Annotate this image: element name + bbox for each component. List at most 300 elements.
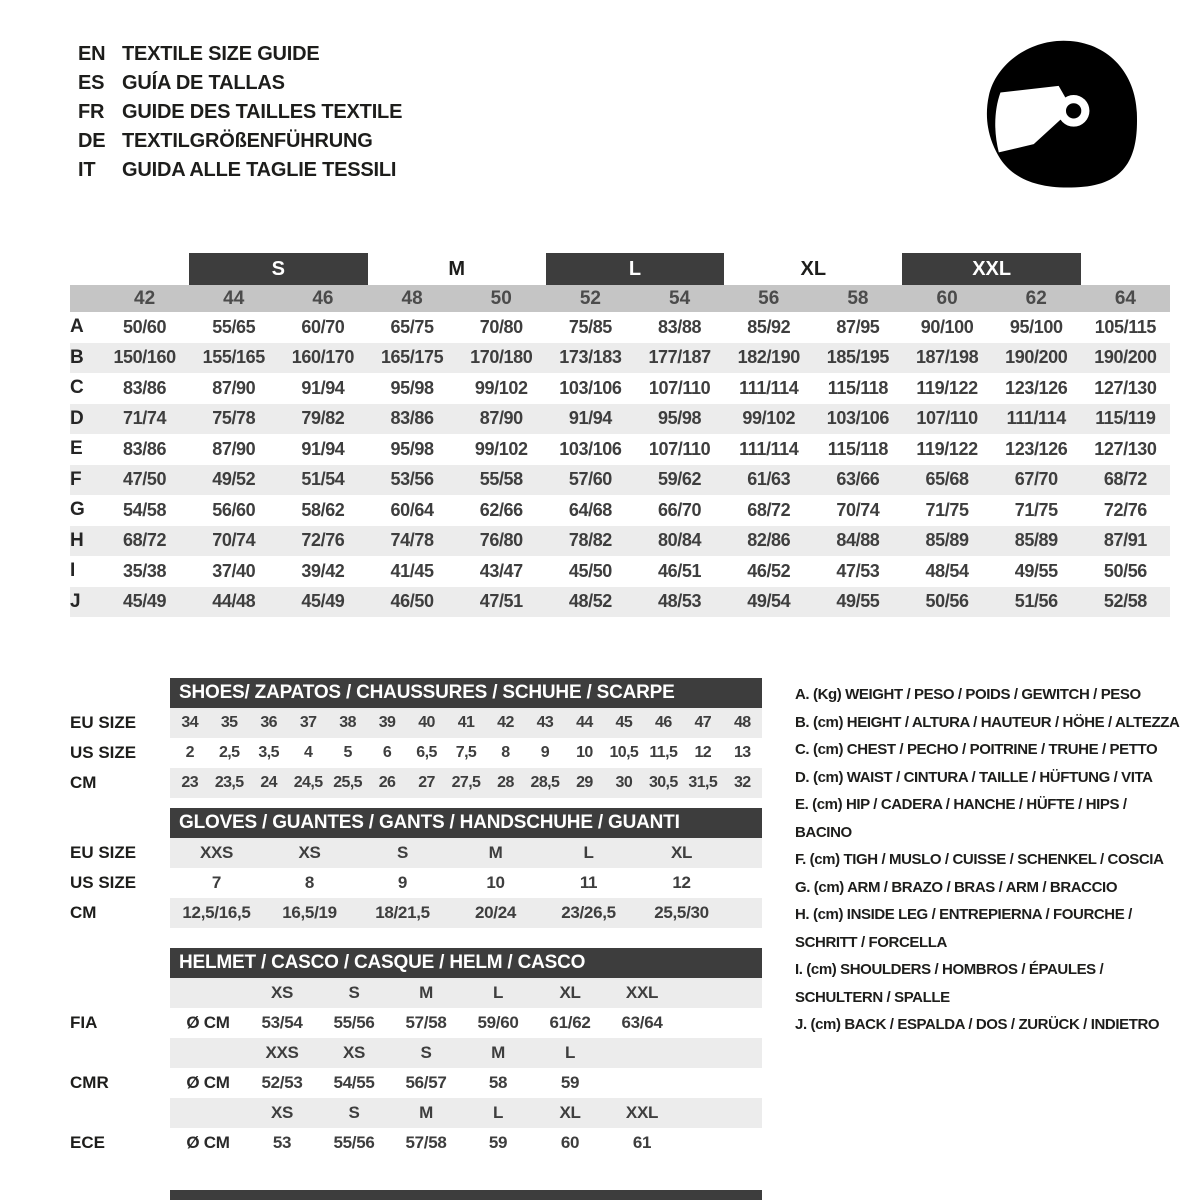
- row-label: EU SIZE: [70, 843, 137, 862]
- measurement-cell: 84/88: [836, 530, 880, 551]
- language-row: [78, 40, 402, 69]
- measurement-cell: 49/55: [836, 591, 880, 612]
- helmet-size-cell: M: [419, 1103, 433, 1122]
- helmet-sizes: [170, 978, 762, 1008]
- helmet-sizes: [170, 1038, 762, 1068]
- measurement-cell: 91/94: [568, 408, 612, 429]
- table-row: [70, 373, 1170, 404]
- helmet-size-cell: XS: [270, 1103, 294, 1122]
- legend-item: G. (cm) ARM / BRAZO / BRAS / ARM / BRACCIO: [795, 878, 1118, 896]
- numeric-size: 52: [579, 287, 601, 309]
- measurement-cell: 49/54: [747, 591, 791, 612]
- table-row: [70, 526, 1170, 557]
- gloves-section-title: GLOVES / GUANTES / GANTS / HANDSCHUHE / GUANTI: [170, 808, 762, 838]
- table-row: [70, 312, 1170, 343]
- measurement-cell: 83/88: [658, 316, 702, 337]
- measurement-legend: [795, 681, 1187, 1039]
- standard-label: ECE: [70, 1133, 105, 1152]
- shoes-cell: 27,5: [451, 774, 481, 791]
- measurement-cell: 170/180: [470, 347, 533, 368]
- table-row: [70, 434, 1170, 465]
- numeric-size: 48: [401, 287, 423, 309]
- gloves-cell: 12,5/16,5: [182, 903, 251, 922]
- measurement-cell: 82/86: [747, 530, 791, 551]
- measurement-cell: 83/86: [123, 377, 167, 398]
- gloves-cell: 10: [486, 873, 505, 892]
- gloves-cell: 25,5/30: [654, 903, 709, 922]
- language-title: TEXTILE SIZE GUIDE: [122, 43, 320, 65]
- shoes-cell: 4: [303, 744, 313, 761]
- language-title: GUIDE DES TAILLES TEXTILE: [122, 101, 403, 123]
- shoes-cell: 3,5: [258, 744, 279, 761]
- gloves-cell: L: [583, 843, 594, 862]
- helmet-section-title: HELMET / CASCO / CASQUE / HELM / CASCO: [170, 948, 762, 978]
- measurement-cell: 99/102: [474, 438, 528, 459]
- measurement-cell: 37/40: [212, 560, 256, 581]
- helmet-size-cell: S: [348, 983, 360, 1002]
- legend-item: D. (cm) WAIST / CINTURA / TAILLE / HÜFTUNG / VITA: [795, 768, 1153, 786]
- measurement-cell: 56/60: [212, 499, 256, 520]
- measurement-cell: 54/58: [123, 499, 167, 520]
- measurement-cell: 87/91: [1103, 530, 1147, 551]
- shoes-cell: 7,5: [455, 744, 477, 761]
- measurement-cell: 47/50: [123, 469, 167, 490]
- measurement-cell: 182/190: [737, 347, 800, 368]
- shoes-cell: 38: [339, 714, 356, 731]
- row-letter: G: [70, 499, 85, 521]
- helmet-values-row: [70, 1128, 772, 1158]
- measurement-cell: 85/92: [747, 316, 791, 337]
- shoes-section-title: SHOES/ ZAPATOS / CHAUSSURES / SCHUHE / SCARPE: [170, 678, 762, 708]
- measurement-cell: 45/49: [123, 591, 167, 612]
- legend-item: E. (cm) HIP / CADERA / HANCHE / HÜFTE / HIPS / BACINO: [795, 796, 1127, 841]
- row-letter: C: [70, 377, 84, 399]
- helmet-value-cell: 57/58: [405, 1013, 447, 1032]
- language-code: FR: [78, 101, 105, 123]
- helmet-value-cell: 54/55: [333, 1073, 375, 1092]
- measurement-cell: 177/187: [648, 347, 711, 368]
- measurement-cell: 119/122: [916, 377, 978, 398]
- measurement-cell: 99/102: [742, 408, 796, 429]
- helmet-value-cell: 61/62: [549, 1013, 591, 1032]
- shoes-table: [70, 708, 772, 798]
- measurement-cell: 61/63: [747, 469, 791, 490]
- measurement-cell: 68/72: [123, 530, 167, 551]
- measurement-cell: 85/89: [925, 530, 969, 551]
- shoes-cell: 8: [501, 744, 510, 761]
- size-label-s: S: [189, 253, 367, 285]
- table-row: [70, 343, 1170, 374]
- measurement-cell: 62/66: [479, 499, 523, 520]
- size-category-header: [70, 253, 1170, 285]
- helmet-size-cell: L: [492, 1103, 504, 1122]
- shoes-cell: 40: [418, 714, 435, 731]
- row-letter: J: [70, 590, 81, 612]
- helmet-value-cell: 52/53: [261, 1073, 303, 1092]
- shoes-row: [70, 708, 772, 738]
- numeric-size-strip: [70, 285, 1170, 312]
- measurement-cell: 115/118: [827, 377, 889, 398]
- diameter-cm-label: Ø CM: [186, 1013, 230, 1032]
- table-row: [70, 465, 1170, 496]
- helmet-value-cell: 58: [488, 1073, 508, 1092]
- measurement-cell: 190/200: [1005, 347, 1068, 368]
- shoes-cell: 45: [615, 714, 633, 731]
- helmet-size-cell: XS: [270, 983, 294, 1002]
- measurement-cell: 165/175: [380, 347, 444, 368]
- shoes-cell: 5: [343, 744, 352, 761]
- shoes-cell: 28: [497, 774, 514, 791]
- gloves-values: [170, 898, 762, 928]
- shoes-cell: 30,5: [648, 774, 678, 791]
- shoes-cell: 10,5: [609, 744, 639, 761]
- shoes-cell: 41: [457, 714, 475, 731]
- diameter-cm-label: Ø CM: [186, 1073, 230, 1092]
- measurement-cell: 95/98: [658, 408, 702, 429]
- measurement-cell: 87/90: [212, 438, 256, 459]
- helmet-value-cell: 53/54: [261, 1013, 303, 1032]
- helmet-table: [70, 978, 772, 1158]
- shoes-cell: 6: [382, 744, 392, 761]
- helmet-value-cell: 59: [488, 1133, 508, 1152]
- measurement-cell: 68/72: [747, 499, 791, 520]
- measurement-cell: 190/200: [1094, 347, 1157, 368]
- shoes-cell: 39: [378, 714, 396, 731]
- helmet-size-cell: S: [348, 1103, 360, 1122]
- measurement-cell: 49/55: [1014, 560, 1058, 581]
- measurement-cell: 75/85: [568, 316, 612, 337]
- helmet-values: [170, 1128, 762, 1158]
- shoes-cell: 34: [181, 714, 199, 731]
- helmet-size-cell: XXL: [625, 1103, 659, 1122]
- measurement-cell: 70/80: [479, 316, 523, 337]
- measurement-cell: 160/170: [291, 347, 355, 368]
- shoes-cell: 37: [299, 714, 317, 731]
- shoes-cell: 29: [576, 774, 593, 791]
- gloves-cell: 7: [211, 873, 222, 892]
- shoes-cell: 47: [694, 714, 712, 731]
- language-row: [78, 98, 402, 127]
- measurement-cell: 65/68: [925, 469, 969, 490]
- measurement-cell: 47/51: [479, 591, 523, 612]
- measurement-cell: 64/68: [568, 499, 612, 520]
- measurement-cell: 74/78: [390, 530, 434, 551]
- measurement-cell: 71/74: [123, 408, 167, 429]
- shoes-values: [170, 768, 762, 798]
- gloves-cell: 9: [397, 873, 408, 892]
- measurement-cell: 48/54: [925, 560, 969, 581]
- measurement-cell: 50/60: [123, 316, 167, 337]
- language-code: EN: [78, 43, 106, 65]
- gloves-cell: XL: [670, 843, 693, 862]
- measurement-cell: 107/110: [648, 438, 711, 459]
- shoes-cell: 42: [497, 714, 514, 731]
- shoes-cell: 26: [378, 774, 396, 791]
- shoes-cell: 24,5: [293, 774, 323, 791]
- measurement-cell: 80/84: [658, 530, 702, 551]
- size-label-xxl: XXL: [902, 253, 1080, 285]
- row-letter: A: [70, 316, 84, 338]
- measurement-cell: 83/86: [390, 408, 434, 429]
- measurement-cell: 44/48: [212, 591, 256, 612]
- measurement-cell: 95/98: [390, 377, 434, 398]
- table-row: [70, 587, 1170, 618]
- measurement-cell: 107/110: [916, 408, 978, 429]
- measurement-cell: 52/58: [1103, 591, 1147, 612]
- measurement-cell: 87/90: [212, 377, 256, 398]
- measurement-cell: 60/64: [390, 499, 434, 520]
- measurement-cell: 72/76: [1103, 499, 1147, 520]
- measurement-cell: 41/45: [390, 560, 434, 581]
- measurement-cell: 67/70: [1014, 469, 1058, 490]
- measurement-cell: 47/53: [836, 560, 880, 581]
- measurement-cell: 127/130: [1094, 377, 1157, 398]
- helmet-values: [170, 1068, 762, 1098]
- measurement-cell: 58/62: [301, 499, 345, 520]
- row-letter: B: [70, 346, 84, 368]
- measurement-cell: 46/52: [747, 560, 791, 581]
- measurement-cell: 103/106: [559, 377, 622, 398]
- measurement-cell: 95/98: [390, 438, 434, 459]
- helmet-value-cell: 59/60: [477, 1013, 519, 1032]
- measurement-cell: 71/75: [1014, 499, 1058, 520]
- shoes-cell: 10: [576, 744, 593, 761]
- gloves-values: [170, 868, 762, 898]
- measurement-cell: 53/56: [390, 469, 434, 490]
- measurement-cell: 35/38: [123, 560, 167, 581]
- measurement-cell: 59/62: [658, 469, 702, 490]
- shoes-cell: 30: [615, 774, 633, 791]
- measurement-cell: 48/53: [658, 591, 702, 612]
- helmet-sizes: [170, 1098, 762, 1128]
- shoes-cell: 31,5: [688, 774, 718, 791]
- size-label-m: M: [448, 257, 465, 280]
- shoes-cell: 12: [694, 744, 712, 761]
- shoes-cell: 32: [733, 774, 751, 791]
- gloves-cell: 8: [304, 873, 315, 892]
- measurement-cell: 87/95: [836, 316, 880, 337]
- measurement-cell: 46/50: [390, 591, 434, 612]
- measurement-cell: 75/78: [212, 408, 256, 429]
- shoes-values: [170, 738, 762, 768]
- diameter-cm-label: Ø CM: [186, 1133, 230, 1152]
- measurement-cell: 91/94: [301, 438, 345, 459]
- measurement-cell: 85/89: [1014, 530, 1058, 551]
- shoes-cell: 13: [733, 744, 751, 761]
- racing-helmet-icon: [978, 36, 1146, 194]
- language-code: ES: [78, 72, 105, 94]
- measurement-cell: 39/42: [301, 560, 345, 581]
- language-title-list: [78, 40, 402, 185]
- helmet-size-cell: XXS: [265, 1043, 299, 1062]
- numeric-size: 54: [669, 287, 691, 309]
- gloves-cell: 11: [579, 873, 598, 892]
- legend-item: C. (cm) CHEST / PECHO / POITRINE / TRUHE / PETTO: [795, 741, 1158, 758]
- legend-item: I. (cm) SHOULDERS / HOMBROS / ÉPAULES / SCHULTERN / SPALLE: [795, 961, 1104, 1006]
- language-code: IT: [78, 159, 96, 181]
- row-label: US SIZE: [70, 743, 137, 762]
- legend-item: J. (cm) BACK / ESPALDA / DOS / ZURÜCK / INDIETRO: [795, 1016, 1160, 1033]
- helmet-size-cell: M: [491, 1043, 505, 1062]
- measurement-cell: 70/74: [212, 530, 256, 551]
- measurement-cell: 103/106: [559, 438, 622, 459]
- row-letter: F: [70, 468, 82, 490]
- shoes-cell: 43: [536, 714, 554, 731]
- shoes-cell: 36: [260, 714, 277, 731]
- measurement-cell: 107/110: [648, 377, 711, 398]
- measurement-cell: 150/160: [113, 347, 176, 368]
- shoes-cell: 48: [733, 714, 751, 731]
- table-row: [70, 495, 1170, 526]
- measurement-cell: 55/65: [212, 316, 256, 337]
- measurement-cell: 123/126: [1005, 438, 1068, 459]
- shoes-cell: 24: [260, 774, 277, 791]
- helmet-values-row: [70, 1008, 772, 1038]
- language-title: TEXTILGRÖßENFÜHRUNG: [122, 130, 373, 152]
- language-title: GUÍA DE TALLAS: [122, 72, 285, 94]
- measurement-cell: 95/100: [1009, 316, 1063, 337]
- measurement-table: [70, 312, 1170, 617]
- gloves-section: [70, 808, 772, 928]
- helmet-size-cell: XS: [342, 1043, 366, 1062]
- cropped-section-bar: [170, 1190, 762, 1200]
- legend-item: H. (cm) INSIDE LEG / ENTREPIERNA / FOURCHE / SCHRITT / FORCELLA: [795, 906, 1132, 951]
- measurement-cell: 55/58: [479, 469, 523, 490]
- measurement-cell: 68/72: [1103, 469, 1147, 490]
- measurement-cell: 103/106: [826, 408, 890, 429]
- measurement-cell: 70/74: [836, 499, 880, 520]
- numeric-size: 44: [223, 287, 245, 309]
- helmet-values-row: [70, 1068, 772, 1098]
- measurement-cell: 60/70: [301, 316, 345, 337]
- numeric-size: 46: [312, 287, 334, 309]
- helmet-sizes-row: [70, 1038, 772, 1068]
- language-row: [78, 69, 402, 98]
- row-letter: D: [70, 407, 84, 429]
- measurement-cell: 51/56: [1014, 591, 1058, 612]
- language-row: [78, 156, 402, 185]
- measurement-cell: 115/118: [827, 438, 889, 459]
- measurement-cell: 48/52: [568, 591, 612, 612]
- standard-label: FIA: [70, 1013, 98, 1032]
- row-label: CM: [70, 903, 97, 922]
- measurement-cell: 83/86: [123, 438, 167, 459]
- shoes-cell: 44: [576, 714, 593, 731]
- gloves-values: [170, 838, 762, 868]
- helmet-value-cell: 55/56: [333, 1013, 375, 1032]
- measurement-cell: 185/195: [826, 347, 890, 368]
- gloves-cell: 16,5/19: [282, 903, 337, 922]
- gloves-cell: 23/26,5: [561, 903, 616, 922]
- shoes-section: [70, 678, 772, 798]
- numeric-size: 56: [758, 287, 780, 309]
- numeric-size: 50: [490, 287, 512, 309]
- shoes-cell: 23: [181, 774, 199, 791]
- helmet-value-cell: 53: [272, 1133, 292, 1152]
- shoes-cell: 25,5: [333, 774, 362, 791]
- shoes-cell: 35: [220, 714, 238, 731]
- size-label-l: L: [546, 253, 724, 285]
- helmet-sizes-row: [70, 978, 772, 1008]
- measurement-cell: 43/47: [479, 560, 523, 581]
- measurement-cell: 127/130: [1094, 438, 1157, 459]
- helmet-value-cell: 60: [560, 1133, 580, 1152]
- measurement-cell: 87/90: [479, 408, 523, 429]
- shoes-row: [70, 738, 772, 768]
- gloves-row: [70, 868, 772, 898]
- helmet-size-cell: S: [420, 1043, 432, 1062]
- helmet-value-cell: 59: [560, 1073, 580, 1092]
- measurement-cell: 66/70: [658, 499, 702, 520]
- measurement-cell: 46/51: [658, 560, 702, 581]
- measurement-cell: 50/56: [925, 591, 969, 612]
- helmet-size-cell: XL: [559, 1103, 581, 1122]
- gloves-row: [70, 838, 772, 868]
- helmet-size-cell: XXL: [625, 983, 659, 1002]
- gloves-cell: 20/24: [474, 903, 517, 922]
- measurement-cell: 71/75: [925, 499, 969, 520]
- helmet-size-cell: XL: [559, 983, 581, 1002]
- measurement-cell: 155/165: [202, 347, 265, 368]
- measurement-cell: 51/54: [301, 469, 345, 490]
- measurement-cell: 119/122: [916, 438, 978, 459]
- row-letter: E: [70, 438, 83, 460]
- row-label: EU SIZE: [70, 713, 137, 732]
- language-code: DE: [78, 130, 106, 152]
- numeric-size: 42: [134, 287, 156, 309]
- helmet-size-cell: M: [419, 983, 433, 1002]
- measurement-cell: 99/102: [474, 377, 528, 398]
- table-row: [70, 556, 1170, 587]
- helmet-section: [70, 948, 772, 1158]
- size-label-xl: XL: [800, 257, 827, 280]
- legend-item: B. (cm) HEIGHT / ALTURA / HAUTEUR / HÖHE / ALTEZZA: [795, 713, 1180, 731]
- measurement-cell: 57/60: [568, 469, 612, 490]
- helmet-value-cell: 55/56: [333, 1133, 375, 1152]
- numeric-size: 60: [936, 287, 958, 309]
- shoes-cell: 11,5: [649, 744, 678, 761]
- helmet-values: [170, 1008, 762, 1038]
- measurement-cell: 123/126: [1005, 377, 1068, 398]
- helmet-value-cell: 56/57: [405, 1073, 447, 1092]
- measurement-cell: 173/183: [559, 347, 622, 368]
- measurement-cell: 78/82: [568, 530, 612, 551]
- shoes-cell: 28,5: [530, 774, 560, 791]
- gloves-cell: 12: [672, 873, 691, 892]
- shoes-row: [70, 768, 772, 798]
- measurement-cell: 72/76: [301, 530, 345, 551]
- measurement-cell: 90/100: [920, 316, 974, 337]
- shoes-values: [170, 708, 762, 738]
- row-label: CM: [70, 773, 97, 792]
- legend-item: A. (Kg) WEIGHT / PESO / POIDS / GEWITCH / PESO: [795, 686, 1141, 703]
- helmet-value-cell: 63/64: [621, 1013, 663, 1032]
- gloves-cell: M: [488, 843, 503, 862]
- measurement-cell: 111/114: [1006, 408, 1066, 429]
- measurement-cell: 111/114: [739, 438, 799, 459]
- measurement-cell: 79/82: [301, 408, 345, 429]
- helmet-value-cell: 57/58: [405, 1133, 447, 1152]
- language-title: GUIDA ALLE TAGLIE TESSILI: [122, 159, 397, 181]
- measurement-cell: 50/56: [1103, 560, 1147, 581]
- shoes-cell: 9: [540, 744, 550, 761]
- standard-label: CMR: [70, 1073, 109, 1092]
- row-label: US SIZE: [70, 873, 137, 892]
- language-row: [78, 127, 402, 156]
- measurement-cell: 63/66: [836, 469, 880, 490]
- measurement-cell: 105/115: [1094, 316, 1157, 337]
- shoes-cell: 23,5: [214, 774, 244, 791]
